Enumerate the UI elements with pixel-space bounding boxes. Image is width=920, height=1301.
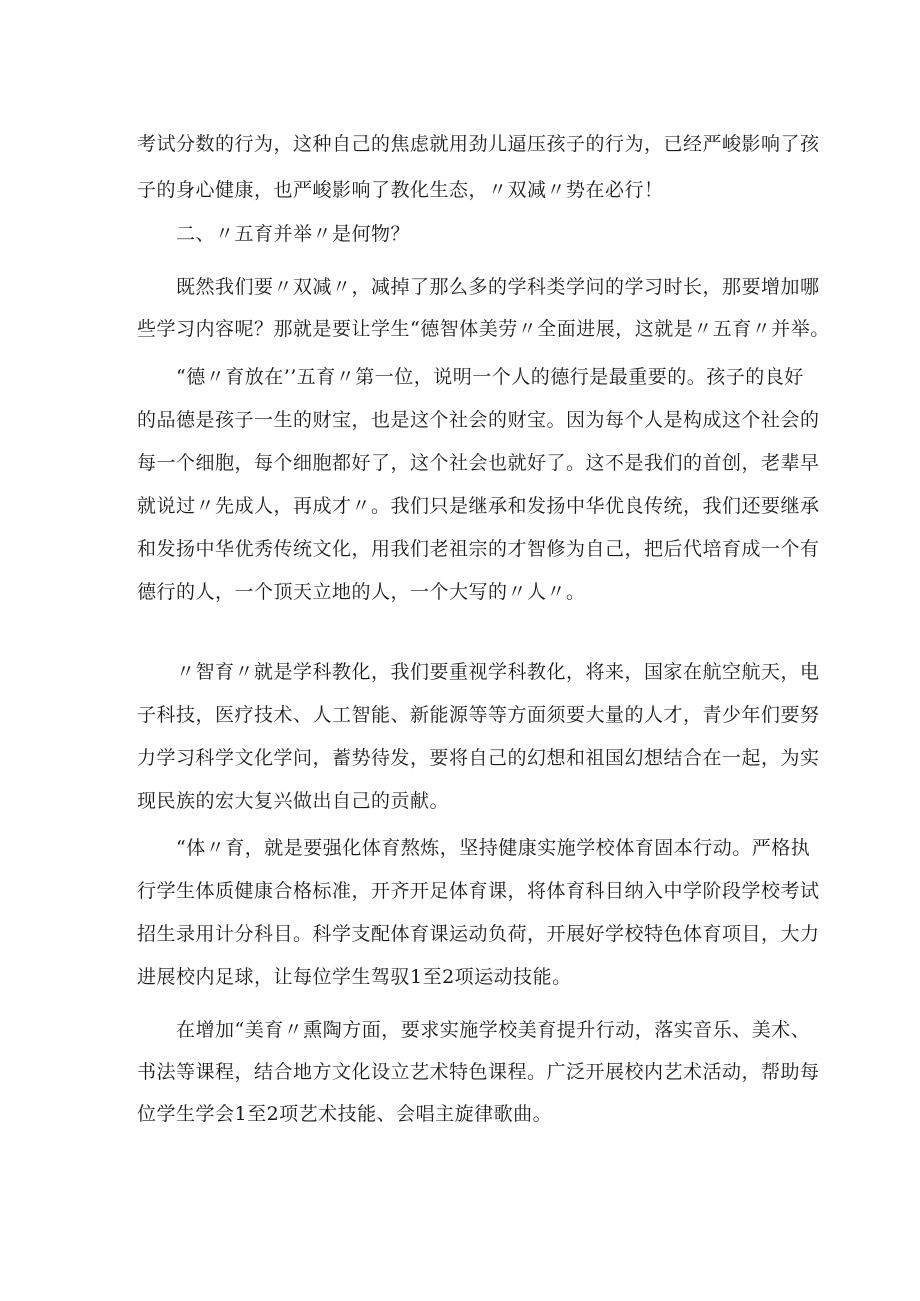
text-line: 考试分数的行为，这种自己的焦虑就用劲儿逼压孩子的行为，已经严峻影响了孩 xyxy=(137,133,820,155)
text-line: 子科技，医疗技术、人工智能、新能源等等方面须要大量的人才，青少年们要努 xyxy=(137,704,820,726)
paragraph-double-reduction xyxy=(137,266,830,350)
text-line: “体〃育，就是要强化体育熬炼，坚持健康实施学校体育固本行动。严格执 xyxy=(137,837,811,859)
text-line: “德〃育放在’’五育〃第一位，说明一个人的德行是最重要的。孩子的良好 xyxy=(137,366,804,388)
text-line: 些学习内容呢？那就是要让学生“德智体美劳〃全面进展，这就是〃五育〃并举。 xyxy=(137,318,830,340)
paragraph-aesthetic-education xyxy=(137,1009,820,1135)
text-line: 进展校内足球，让每位学生驾驭1至2项运动技能。 xyxy=(137,966,572,988)
text-line: 力学习科学文化学问，蓄势待发，要将自己的幻想和祖国幻想结合在一起，为实 xyxy=(137,747,820,769)
text-line: 既然我们要〃双减〃，减掉了那么多的学科类学问的学习时长，那要增加哪 xyxy=(137,276,820,298)
paragraph-moral-education xyxy=(137,356,820,614)
text-line: 行学生体质健康合格标准，开齐开足体育课，将体育科目纳入中学阶段学校考试 xyxy=(137,880,820,902)
text-line: 的品德是孩子一生的财宝，也是这个社会的财宝。因为每个人是构成这个社会的 xyxy=(137,409,820,431)
heading-line: 二、〃五育并举〃是何物？ xyxy=(137,223,411,245)
text-line: 位学生学会1至2项艺术技能、会唱主旋律歌曲。 xyxy=(137,1103,553,1125)
section-heading xyxy=(137,218,797,250)
paragraph-physical-education xyxy=(137,827,820,999)
text-line: 德行的人，一个顶天立地的人，一个大写的〃人〃。 xyxy=(137,581,586,603)
paragraph-continuation xyxy=(137,121,820,213)
text-line: 现民族的宏大复兴做出自己的贡献。 xyxy=(137,790,450,812)
text-line: 每一个细胞，每个细胞都好了，这个社会也就好了。这不是我们的首创，老辈早 xyxy=(137,452,820,474)
text-line: 就说过〃先成人，再成才〃。我们只是继承和发扬中华优良传统，我们还要继承 xyxy=(137,495,820,517)
paragraph-intellectual-education xyxy=(137,651,820,823)
text-line: 招生录用计分科目。科学支配体育课运动负荷，开展好学校特色体育项目，大力 xyxy=(137,923,820,945)
text-line: 和发扬中华优秀传统文化，用我们老祖宗的才智修为自己，把后代培育成一个有 xyxy=(137,538,820,560)
text-line: 〃智育〃就是学科教化，我们要重视学科教化，将来，国家在航空航天，电 xyxy=(137,661,820,683)
text-line: 在增加“美育〃熏陶方面，要求实施学校美育提升行动，落实音乐、美术、 xyxy=(137,1019,811,1041)
text-line: 书法等课程，结合地方文化设立艺术特色课程。广泛开展校内艺术活动，帮助每 xyxy=(137,1061,820,1083)
text-line: 子的身心健康，也严峻影响了教化生态，〃双减〃势在必行！ xyxy=(137,179,664,201)
